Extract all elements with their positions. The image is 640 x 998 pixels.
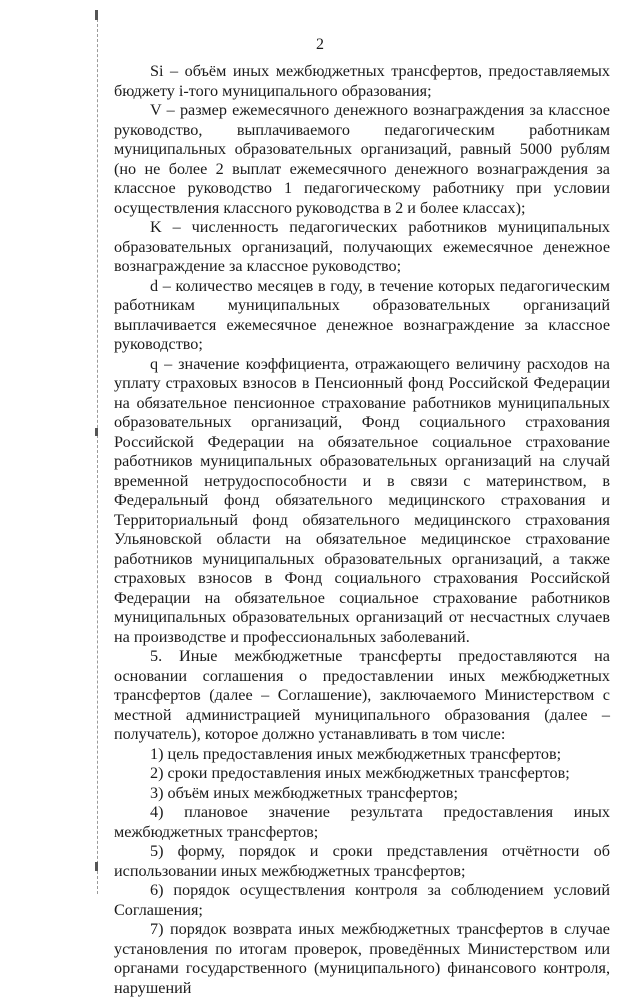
- list-item: 4) плановое значение результата предоставления иных межбюджетных трансфертов;: [114, 803, 610, 841]
- paragraph: q – значение коэффициента, отражающего величину расходов на уплату страховых взносов в Пенсионный фонд Российской Федерации на обязательное пенсионное страхование работников муниципальных образовательных организаций, Фонд социального страхования Российской Федерации на обязательное социальное страхование работников муниципальных образовательных организаций на случай временной нетрудоспособности и в связи с материнством, в Федеральный фонд обязательного медицинского страхования и Территориальный фонд обязательного медицинского страхования Ульяновской области на обязательное медицинское страхование работников муниципальных образовательных организаций, а также страховых взносов в Фонд социального страхования Российской Федерации на обязательное социальное страхование работников муниципальных образовательных организаций от несчастных случаев на производстве и профессиональных заболеваний.: [114, 354, 610, 646]
- document-body: [114, 62, 610, 998]
- paragraph: Si – объём иных межбюджетных трансфертов, предоставляемых бюджету i-того муниципального образования;: [114, 62, 610, 100]
- paragraph: V – размер ежемесячного денежного вознаграждения за классное руководство, выплачиваемого педагогическим работникам муниципальных образовательных организаций, равный 5000 рублям (но не более 2 выплат ежемесячного денежного вознаграждения за классное руководство 1 педагогическому работнику при условии осуществления классного руководства в 2 и более классах);: [114, 101, 610, 217]
- scan-mark: [95, 428, 98, 436]
- list-item: 2) сроки предоставления иных межбюджетных трансфертов;: [150, 764, 570, 782]
- list-item: 5) форму, порядок и сроки представления отчётности об использовании иных межбюджетных трансфертов;: [114, 842, 610, 880]
- page-number: 2: [316, 36, 324, 53]
- list-item: 7) порядок возврата иных межбюджетных трансфертов в случае установления по итогам проверок, проведённых Министерством или органами государственного (муниципального) финансового контроля, нарушений: [114, 920, 610, 997]
- list-item: 3) объём иных межбюджетных трансфертов;: [150, 783, 458, 802]
- paragraph: 5. Иные межбюджетные трансферты предоставляются на основании соглашения о предоставлении иных межбюджетных трансфертов (далее – Соглашение), заключаемого Министерством с местной администрацией муниципального образования (далее – получатель), которое должно устанавливать в том числе:: [114, 647, 610, 743]
- list-item: 6) порядок осуществления контроля за соблюдением условий Соглашения;: [114, 881, 610, 919]
- list-item: 1) цель предоставления иных межбюджетных трансфертов;: [150, 744, 562, 763]
- scan-fold-line: [97, 14, 98, 894]
- scan-mark: [95, 10, 98, 20]
- paragraph: K – численность педагогических работников муниципальных образовательных организаций, получающих ежемесячное денежное вознаграждение за классное руководство;: [114, 218, 610, 275]
- scan-mark: [95, 862, 98, 871]
- paragraph: d – количество месяцев в году, в течение которых педагогическим работникам муниципальных образовательных организаций выплачивается ежемесячное денежное вознаграждение за классное руководство;: [114, 276, 610, 353]
